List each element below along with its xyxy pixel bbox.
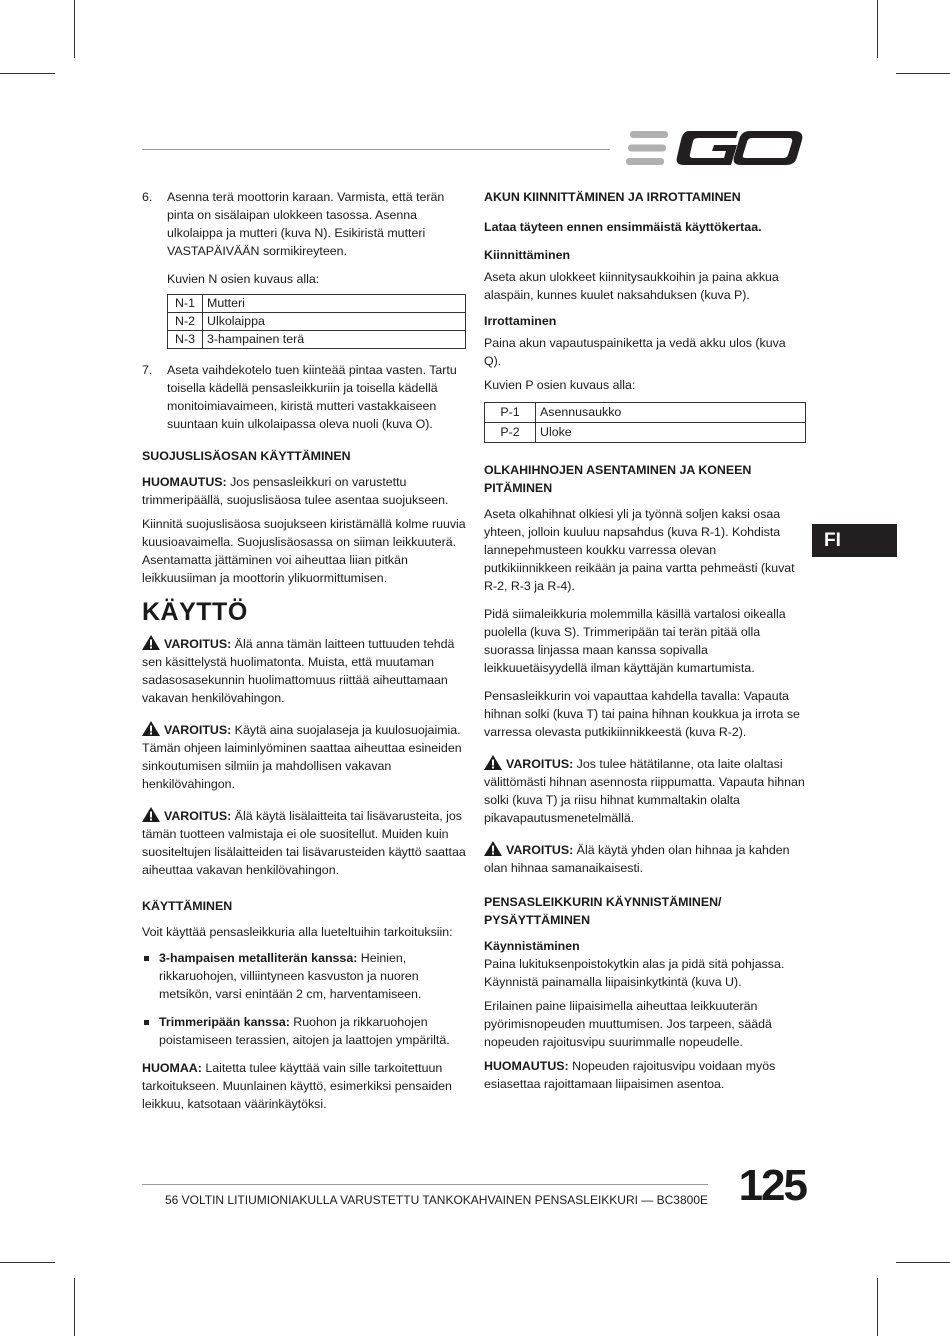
section-heading: KÄYTTÄMINEN xyxy=(142,899,233,913)
table-row xyxy=(168,313,466,331)
part-label: 3-hampainen terä xyxy=(203,331,466,349)
note-label: HUOMAUTUS: xyxy=(142,475,227,489)
crop-mark xyxy=(74,0,75,58)
subheading: Lataa täyteen ennen ensimmäistä käyttökertaa. xyxy=(484,220,762,234)
crop-mark xyxy=(896,1262,950,1263)
paragraph: Paina akun vapautuspainiketta ja vedä akku ulos (kuva Q). xyxy=(484,336,786,368)
note xyxy=(142,1059,466,1113)
part-label: Uloke xyxy=(536,423,806,443)
step-6 xyxy=(142,188,466,349)
warning-icon xyxy=(484,755,502,770)
language-tab: FI xyxy=(812,524,897,557)
crop-mark xyxy=(0,73,55,74)
parts-caption: Kuvien N osien kuvaus alla: xyxy=(167,272,320,286)
part-key: P-1 xyxy=(485,403,536,423)
subheading: Käynnistäminen xyxy=(484,939,580,953)
crop-mark xyxy=(877,0,878,58)
note-label: HUOMAUTUS: xyxy=(484,1059,569,1073)
note xyxy=(142,473,466,509)
right-column xyxy=(484,188,806,1099)
left-column xyxy=(142,188,466,1119)
list-item xyxy=(142,949,466,1003)
parts-caption: Kuvien P osien kuvaus alla: xyxy=(484,378,636,392)
table-row xyxy=(168,331,466,349)
part-key: N-1 xyxy=(168,295,203,313)
warning-text: Älä anna tämän laitteen tuttuuden tehdä sen käsittelystä huolimatonta. Muista, että muutaman sadasosasekunnin huolimattomuus riittää aiheuttamaan vakavan henkilövahingon. xyxy=(142,637,455,705)
warning-text: Älä käytä lisälaitteita tai lisävarusteita, jos tämän tuotteen valmistaja ei ole suositellut. Muiden kuin suositeltujen lisälaitteiden tai lisävarusteiden käyttö saattaa aiheuttaa vakavan henkilövahingon. xyxy=(142,809,466,877)
list-item xyxy=(142,1013,466,1049)
part-key: N-3 xyxy=(168,331,203,349)
part-key: P-2 xyxy=(485,423,536,443)
step-text: Aseta vaihdekotelo tuen kiinteää pintaa vasten. Tartu toisella kädellä pensasleikkuriin ja toisella kädellä monitoimiavaimeen, kiristä mutteri vastakkaiseen suuntaan kuin ulkolaipassa oleva nuoli (kuva O). xyxy=(167,363,457,431)
warning xyxy=(142,721,466,793)
subheading: Kiinnittäminen xyxy=(484,248,571,262)
warning-label: VAROITUS: xyxy=(506,757,574,771)
warning-icon xyxy=(484,841,502,856)
crop-mark xyxy=(896,73,950,74)
crop-mark xyxy=(877,1278,878,1336)
note-text: Jos pensasleikkuri on varustettu trimmeripäällä, suojuslisäosa tulee asentaa suojukseen. xyxy=(142,475,449,507)
warning xyxy=(142,635,466,707)
paragraph: Aseta olkahihnat olkiesi yli ja työnnä soljen kaksi osaa yhteen, jolloin kuuluu napsahdus (kuva R-1). Kohdista lannepehmusteen koukku varressa olevan putkikiinnikkeen reikään ja paina vartta pehmeästi (kuvat R-2, R-3 ja R-4). xyxy=(484,507,795,593)
warning xyxy=(142,807,466,879)
paragraph: Erilainen paine liipaisimella aiheuttaa leikkuuterän pyörimisnopeuden muuttumisen. Jos tarpeen, säädä nopeuden rajoitusvipu suurimmalle nopeudelle. xyxy=(484,999,772,1049)
part-label: Ulkolaippa xyxy=(203,313,466,331)
page-number: 125 xyxy=(738,1161,806,1210)
item-text: Ruohon ja rikkaruohojen poistamiseen terassien, aitojen ja laattojen ympäriltä. xyxy=(159,1015,450,1047)
section-heading: SUOJUSLISÄOSAN KÄYTTÄMINEN xyxy=(142,449,351,463)
ego-logo xyxy=(626,128,804,168)
warning-text: Käytä aina suojalaseja ja kuulosuojaimia. Tämän ohjeen laiminlyöminen saattaa aiheuttaa esineiden sinkoutumisen silmiin ja mahdollisen vakavan henkilövahingon. xyxy=(142,723,462,791)
table-row xyxy=(168,295,466,313)
warning xyxy=(484,841,806,877)
warning-icon xyxy=(142,721,160,736)
warning-label: VAROITUS: xyxy=(164,723,232,737)
note-text: Laitetta tulee käyttää vain sille tarkoitettuun tarkoitukseen. Muunlainen käyttö, esimerkiksi pensaiden leikkuu, katsotaan väärinkäytöksi. xyxy=(142,1061,452,1111)
header-rule xyxy=(142,149,610,150)
note xyxy=(484,1057,806,1093)
step-7 xyxy=(142,361,466,433)
note-label: HUOMAA: xyxy=(142,1061,202,1075)
section-heading: AKUN KIINNITTÄMINEN JA IRROTTAMINEN xyxy=(484,190,741,204)
section-heading: OLKAHIHNOJEN ASENTAMINEN JA KONEEN PITÄMINEN xyxy=(484,463,752,495)
table-row xyxy=(485,403,806,423)
paragraph: Pidä siimaleikkuria molemmilla käsillä vartalosi oikealla puolella (kuva S). Trimmeripään tai terän pitää olla suorassa linjassa maan kanssa sopivalla leikkuuetäisyydellä ilman käyttäjän kumartumista. xyxy=(484,607,786,675)
table-row xyxy=(485,423,806,443)
footer-title: 56 VOLTIN LITIUMIONIAKULLA VARUSTETTU TANKOKAHVAINEN PENSASLEIKKURI — BC3800E xyxy=(164,1193,708,1207)
warning-label: VAROITUS: xyxy=(506,843,574,857)
note-text: Nopeuden rajoitusvipu voidaan myös esiasettaa rajoittamaan liipaisimen asentoa. xyxy=(484,1059,776,1091)
step-number: 6. xyxy=(142,190,153,204)
warning-label: VAROITUS: xyxy=(164,637,232,651)
crop-mark xyxy=(74,1278,75,1336)
paragraph: Kiinnitä suojuslisäosa suojukseen kiristämällä kolme ruuvia kuusioavaimella. Suojuslisäosassa on siiman leikkuuterä. Asentamatta jättäminen voi aiheuttaa liian pitkän leikkuusiiman ja moottorin ylikuormittumisen. xyxy=(142,517,466,585)
usage-list xyxy=(142,949,466,1049)
part-label: Asennusaukko xyxy=(536,403,806,423)
paragraph: Aseta akun ulokkeet kiinnitysaukkoihin ja paina akkua alaspäin, kunnes kuulet naksahduksen (kuva P). xyxy=(484,270,779,302)
paragraph: Paina lukituksenpoistokytkin alas ja pidä sitä pohjassa. Käynnistä painamalla liipaisinkytkintä (kuva U). xyxy=(484,957,785,989)
warning-icon xyxy=(142,807,160,822)
footer-rule xyxy=(142,1184,708,1185)
page-section-title: KÄYTTÖ xyxy=(142,598,248,626)
section-heading: PENSASLEIKKURIN KÄYNNISTÄMINEN/ PYSÄYTTÄMINEN xyxy=(484,895,722,927)
part-label: Mutteri xyxy=(203,295,466,313)
parts-table-n xyxy=(167,294,466,349)
paragraph: Pensasleikkurin voi vapauttaa kahdella tavalla: Vapauta hihnan solki (kuva T) tai paina hihnan koukkua ja irrota se varressa olevasta putkikiinnikkeestä (kuva R-2). xyxy=(484,689,800,739)
warning-text: Jos tulee hätätilanne, ota laite olaltasi välittömästi hihnan asennosta riippumatta. Vapauta hihnan solki (kuva T) ja riisu hihnat kummaltakin olalta pikavapautusmenetelmällä. xyxy=(484,757,805,825)
item-label: 3-hampaisen metalliterän kanssa: xyxy=(159,951,358,965)
item-text: Heinien, rikkaruohojen, villiintyneen kasvuston ja nuoren metsikön, varsi enintään 2 cm, harventamiseen. xyxy=(159,951,422,1001)
warning-icon xyxy=(142,635,160,650)
parts-table-p xyxy=(484,402,806,443)
crop-mark xyxy=(0,1262,55,1263)
part-key: N-2 xyxy=(168,313,203,331)
step-number: 7. xyxy=(142,363,153,377)
subheading: Irrottaminen xyxy=(484,314,557,328)
warning-label: VAROITUS: xyxy=(164,809,232,823)
step-text: Asenna terä moottorin karaan. Varmista, että terän pinta on sisälaipan ulokkeen tasossa. Asenna ulkolaippa ja mutteri (kuva N). Esikiristä mutteri VASTAPÄIVÄÄN sormikireyteen. xyxy=(167,190,445,258)
paragraph: Voit käyttää pensasleikkuria alla lueteltuihin tarkoituksiin: xyxy=(142,925,453,939)
item-label: Trimmeripään kanssa: xyxy=(159,1015,290,1029)
warning-text: Älä käytä yhden olan hihnaa ja kahden olan hihnaa samanaikaisesti. xyxy=(484,843,790,875)
warning xyxy=(484,755,806,827)
